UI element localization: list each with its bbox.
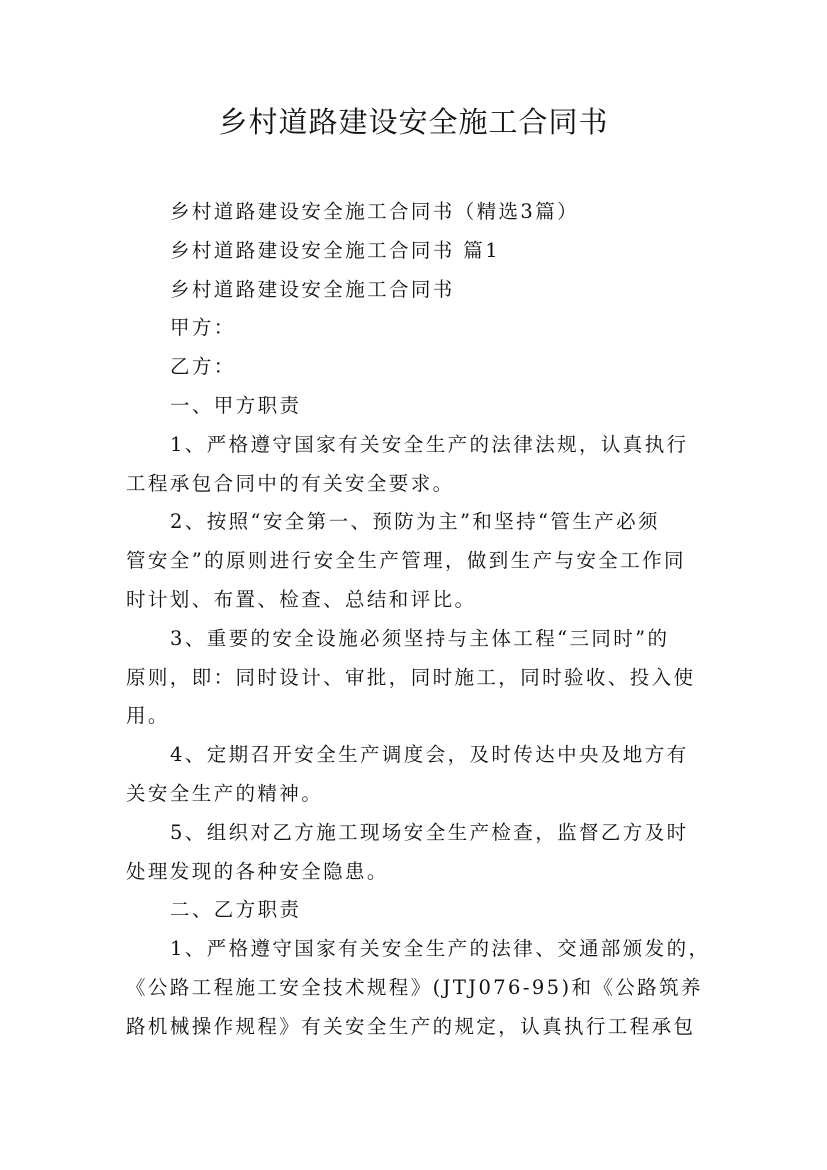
paragraph-line: 关安全生产的精神。 xyxy=(126,781,324,805)
section-heading: 一、甲方职责 xyxy=(170,393,302,417)
paragraph-line: 乡村道路建设安全施工合同书 篇1 xyxy=(170,238,501,262)
paragraph-line: 2、按照“安全第一、预防为主”和坚持“管生产必须 xyxy=(170,510,660,534)
paragraph-line: 4、定期召开安全生产调度会，及时传达中央及地方有 xyxy=(170,743,689,767)
paragraph-line: 处理发现的各种安全隐患。 xyxy=(126,859,389,883)
paragraph-line: 1、严格遵守国家有关安全生产的法律、交通部颁发的， xyxy=(170,937,711,961)
document-title: 乡村道路建设安全施工合同书 xyxy=(218,105,609,139)
paragraph-line: 原则，即：同时设计、审批，同时施工，同时验收、投入使 xyxy=(126,665,696,689)
paragraph-line: 乙方： xyxy=(170,355,236,379)
paragraph-line: 3、重要的安全设施必须坚持与主体工程“三同时”的 xyxy=(170,626,670,650)
paragraph-line: 5、组织对乙方施工现场安全生产检查，监督乙方及时 xyxy=(170,820,689,844)
paragraph-line: 用。 xyxy=(126,704,170,728)
paragraph-line: 《公路工程施工安全技术规程》(JTJ076-95)和《公路筑养 xyxy=(126,975,703,999)
paragraph-line: 乡村道路建设安全施工合同书（精选3篇） xyxy=(170,200,580,223)
paragraph-line: 路机械操作规程》有关安全生产的规定，认真执行工程承包 xyxy=(126,1014,696,1038)
section-heading: 二、乙方职责 xyxy=(170,898,302,922)
paragraph-line: 甲方： xyxy=(170,316,236,340)
document-body xyxy=(126,193,716,1047)
paragraph-line: 乡村道路建设安全施工合同书 xyxy=(170,277,455,301)
paragraph-line: 时计划、布置、检查、总结和评比。 xyxy=(126,587,477,611)
paragraph-line: 管安全”的原则进行安全生产管理，做到生产与安全工作同 xyxy=(126,549,686,573)
paragraph-line: 1、严格遵守国家有关安全生产的法律法规，认真执行 xyxy=(170,432,689,456)
paragraph-line: 工程承包合同中的有关安全要求。 xyxy=(126,471,455,495)
